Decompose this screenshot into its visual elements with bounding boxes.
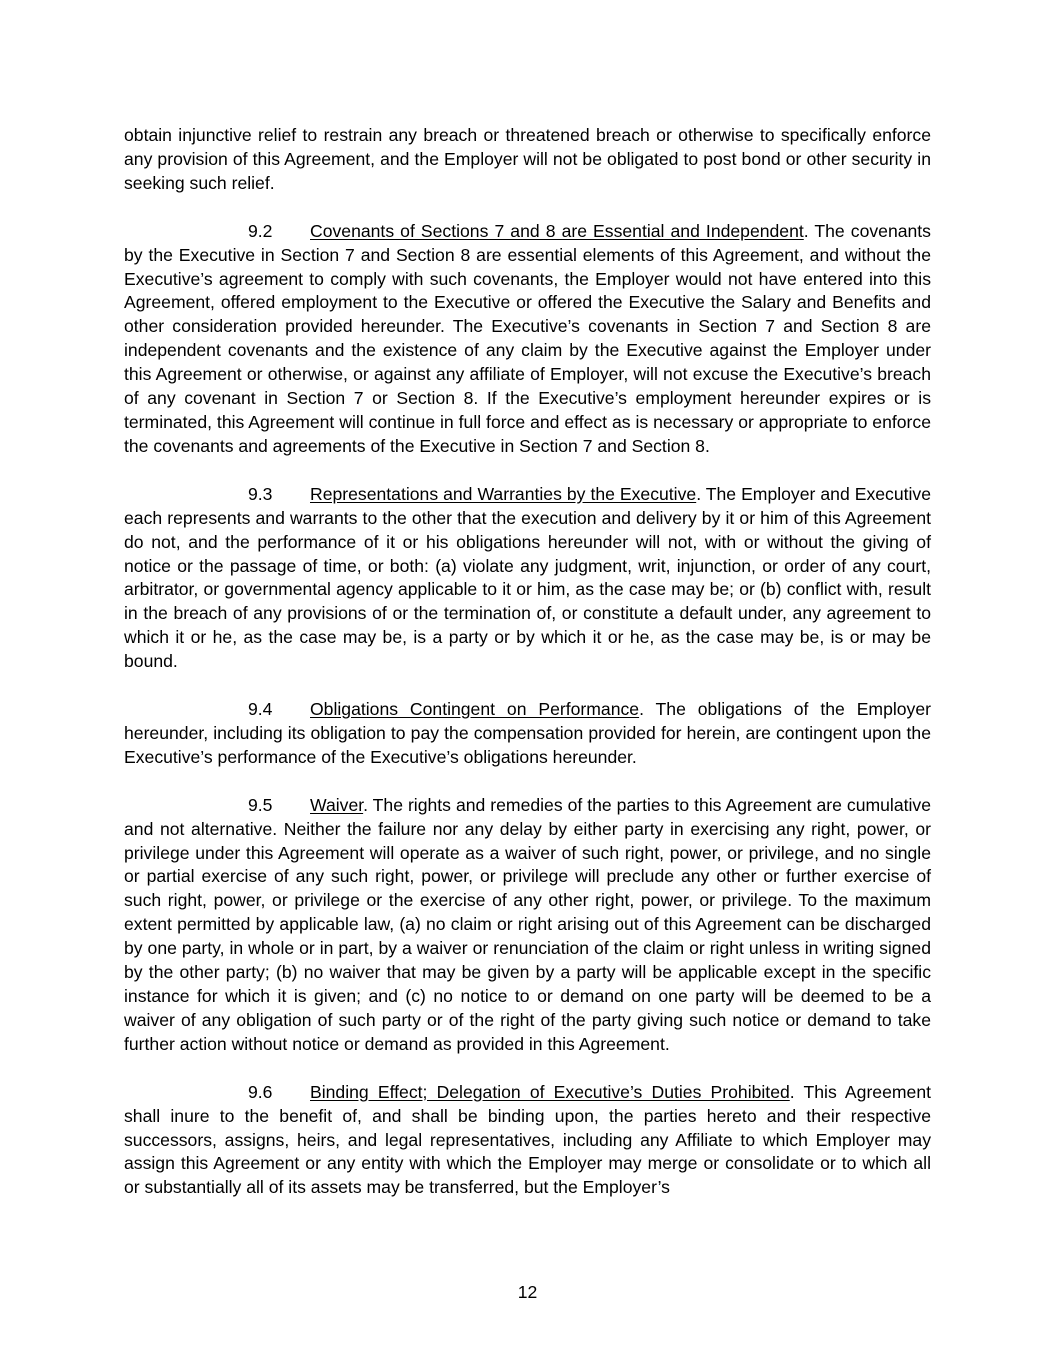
section-body: . The rights and remedies of the parties to this Agreement are cumulative and not alternative. Neither the failure nor any delay by either party in exercising any right, power, or privilege under this Agreement will operate as a waiver of such right, power, or privilege, and no single or partial exercise of any such right, power, or privilege will preclude any other or further exercise of such right, power, or privilege or the exercise of any other right, power, or privilege. To the maximum extent permitted by applicable law, (a) no claim or right arising out of this Agreement can be discharged by one party, in whole or in part, by a waiver or renunciation of the claim or right unless in writing signed by the other party; (b) no waiver that may be given by a party will be applicable except in the specific instance for which it is given; and (c) no notice to or demand on one party will be deemed to be a waiver of any obligation of such party or of the right of the party giving such notice or demand to take further action without notice or demand as provided in this Agreement. xyxy=(124,794,931,1054)
section-heading: Binding Effect; Delegation of Executive’s Duties Prohibited xyxy=(310,1081,790,1102)
section-body: . The obligations of the Employer hereunder, including its obligation to pay the compensation provided for herein, are contingent upon the Executive’s performance of the Executive’s obligations hereunder. xyxy=(124,699,932,767)
section-9-2 xyxy=(124,220,931,459)
section-9-6 xyxy=(124,1081,931,1201)
section-heading: Covenants of Sections 7 and 8 are Essential and Independent xyxy=(310,220,804,241)
section-body: . The covenants by the Executive in Section 7 and Section 8 are essential elements of this Agreement, and without the Executive’s agreement to comply with such covenants, the Employer would not have entered into this Agreement, offered employment to the Executive or offered the Executive the Salary and Benefits and other consideration provided hereunder. The Executive’s covenants in Section 7 and Section 8 are independent covenants and the existence of any claim by the Executive against the Employer under this Agreement or otherwise, or against any affiliate of Employer, will not excuse the Executive’s breach of any covenant in Section 7 or Section 8. If the Executive’s employment hereunder expires or is terminated, this Agreement will continue in full force and effect as is necessary or appropriate to enforce the covenants and agreements of the Executive in Section 7 and Section 8. xyxy=(124,220,931,456)
section-number: 9.3 xyxy=(248,483,273,504)
section-body: . This Agreement shall inure to the benefit of, and shall be binding upon, the parties hereto and their respective successors, assigns, heirs, and legal representatives, including any Affiliate to which Employer may assign this Agreement or any entity with which the Employer may merge or consolidate or to which all or substantially all of its assets may be transferred, but the Employer’s xyxy=(124,1081,931,1198)
section-9-5 xyxy=(124,794,931,1057)
section-heading: Waiver xyxy=(310,794,364,815)
page-number: 12 xyxy=(517,1282,538,1302)
section-number: 9.6 xyxy=(248,1081,273,1102)
continuation-paragraph: obtain injunctive relief to restrain any breach or threatened breach or otherwise to specifically enforce any provision of this Agreement, and the Employer will not be obligated to post bond or other security in seeking such relief. xyxy=(124,125,931,193)
section-heading: Obligations Contingent on Performance xyxy=(310,699,640,720)
section-number: 9.2 xyxy=(248,220,273,241)
section-number: 9.4 xyxy=(248,699,273,720)
section-9-4 xyxy=(124,698,931,770)
section-heading: Representations and Warranties by the Executive xyxy=(310,483,697,504)
document-page xyxy=(124,124,931,1224)
section-9-3 xyxy=(124,483,931,674)
section-number: 9.5 xyxy=(248,794,273,815)
section-body: . The Employer and Executive each represents and warrants to the other that the execution and delivery by it or him of this Agreement do not, and the performance of it or his obligations hereunder will not, with or without the giving of notice or the passage of time, or both: (a) violate any judgment, writ, injunction, or order of any court, arbitrator, or governmental agency applicable to it or him, as the case may be; or (b) conflict with, result in the breach of any provisions of or the termination of, or constitute a default under, any agreement to which it or he, as the case may be, is a party or by which it or he, as the case may be, is or may be bound. xyxy=(124,483,931,672)
